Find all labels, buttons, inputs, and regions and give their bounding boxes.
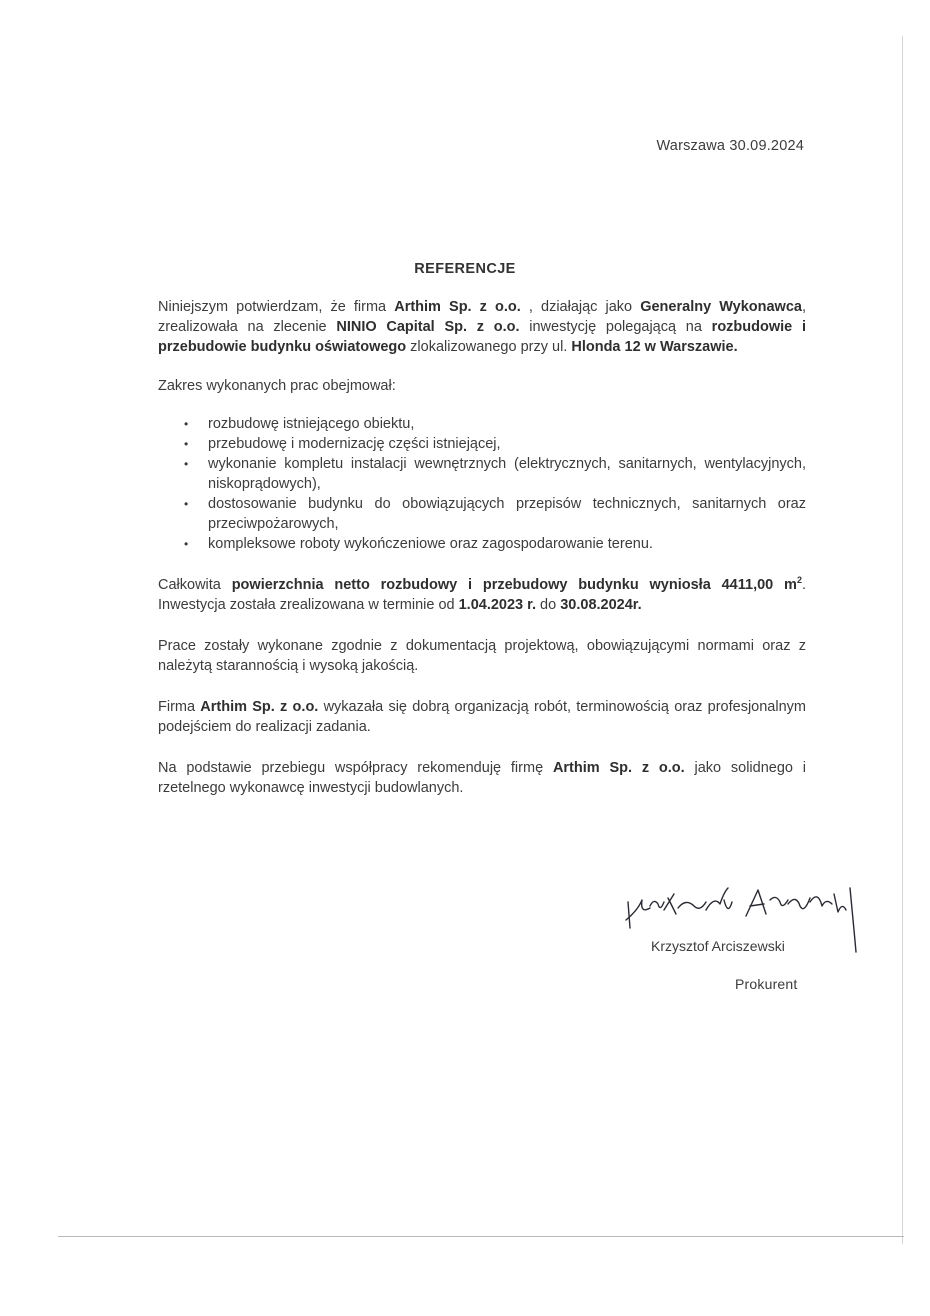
scan-edge (902, 36, 903, 1244)
recommend-text: jako solidnego i rzetelnego wykonawcę inwestycji budowlanych. (158, 760, 806, 796)
contractor-role: Generalny Wykonawca (640, 299, 802, 315)
area-paragraph (158, 575, 806, 615)
org-text: Firma (158, 699, 201, 715)
list-item: • kompleksowe roboty wykończeniowe oraz zagospodarowanie terenu. (158, 534, 806, 554)
document-date: Warszawa 30.09.2024 (656, 138, 804, 154)
handwritten-signature (620, 880, 880, 970)
area-text: . Inwestycja została zrealizowana w terminie od (158, 577, 806, 613)
quality-paragraph: Prace zostały wykonane zgodnie z dokumentacją projektową, obowiązującymi normami oraz z należytą starannością i wysoką jakością. (158, 638, 806, 674)
signatory-position: Prokurent (735, 976, 798, 992)
list-item: • wykonanie kompletu instalacji wewnętrznych (elektrycznych, sanitarnych, wentylacyjnych, niskoprądowych), (158, 454, 806, 494)
start-date: 1.04.2023 r. (458, 597, 537, 613)
company-name: Arthim Sp. z o.o. (552, 760, 685, 776)
intro-paragraph (158, 297, 806, 357)
signatory-name: Krzysztof Arciszewski (651, 938, 785, 954)
org-text: wykazała się dobrą organizacją robót, terminowością oraz profesjonalnym podejściem do realizacji zadania. (158, 699, 806, 735)
area-text: Całkowita (158, 577, 232, 593)
list-item: • rozbudowę istniejącego obiektu, (158, 414, 806, 434)
intro-text: , działając jako (520, 299, 641, 315)
scope-list (158, 414, 806, 554)
company-name: Arthim Sp. z o.o. (200, 699, 319, 715)
project-scope: rozbudowie i przebudowie budynku oświatowego (158, 319, 806, 355)
project-address: Hlonda 12 w Warszawie. (571, 339, 738, 355)
area-unit-exponent: 2 (796, 575, 802, 586)
intro-text: inwestycję polegającą na (519, 319, 712, 335)
intro-text: zlokalizowanego przy ul. (406, 339, 572, 355)
intro-text: , zrealizowała na zlecenie (158, 299, 806, 335)
document-body (158, 297, 806, 798)
recommend-text: Na podstawie przebiegu współpracy rekomenduję firmę (158, 760, 553, 776)
organization-paragraph (158, 697, 806, 737)
scope-heading: Zakres wykonanych prac obejmował: (158, 378, 396, 394)
list-item: • dostosowanie budynku do obowiązujących przepisów technicznych, sanitarnych oraz przeciwpożarowych, (158, 494, 806, 534)
net-area: powierzchnia netto rozbudowy i przebudowy budynku wyniosła 4411,00 m (231, 577, 797, 593)
end-date: 30.08.2024r. (560, 597, 642, 613)
recommendation-paragraph (158, 758, 806, 798)
intro-text: Niniejszym potwierdzam, że firma (158, 299, 395, 315)
scan-edge (58, 1236, 904, 1237)
area-text: do (536, 597, 561, 613)
client-name: NINIO Capital Sp. z o.o. (336, 319, 520, 335)
list-item: • przebudowę i modernizację części istniejącej, (158, 434, 806, 454)
document-title: REFERENCJE (414, 261, 516, 277)
company-name: Arthim Sp. z o.o. (394, 299, 521, 315)
